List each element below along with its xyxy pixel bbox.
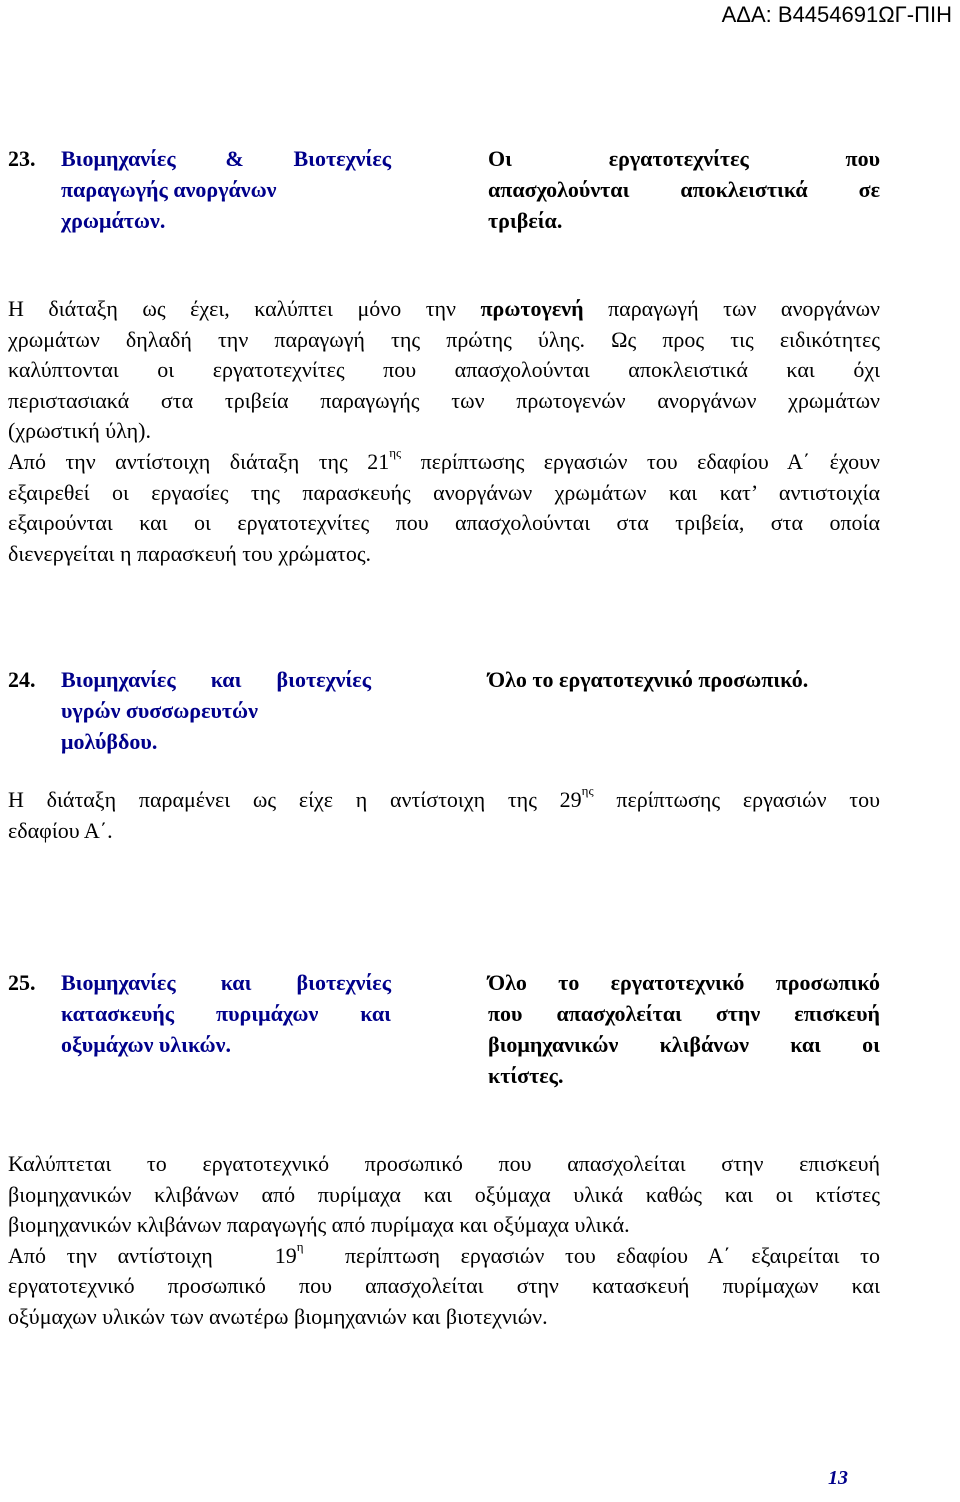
section-workers — [488, 143, 880, 236]
section-title — [61, 664, 371, 757]
section-workers — [488, 967, 880, 1091]
body-line: εξαιρούνται και οι εργατοτεχνίτες που απασχολούνται στα τριβεία, στα οποία — [8, 510, 880, 536]
page-number: 13 — [828, 1467, 848, 1489]
title-line: οξυμάχων υλικών. — [61, 1032, 231, 1057]
section-number: 25. — [8, 970, 36, 995]
body-line: Από την αντίστοιχη διάταξη της $21^{\eta\varsigma}$ περίπτωσης εργασιών του εδαφίου Α΄ έχουν — [8, 444, 880, 474]
workers-line: κτίστες. — [488, 1063, 564, 1088]
title-line: Βιομηχανίες και βιοτεχνίες — [61, 667, 371, 692]
section-workers — [488, 664, 880, 695]
section-24-body — [8, 785, 880, 846]
title-line: παραγωγής ανοργάνων — [61, 177, 277, 202]
workers-line: που απασχολείται στην επισκευή — [488, 1001, 880, 1026]
body-line: καλύπτονται οι εργατοτεχνίτες που απασχολούνται αποκλειστικά και όχι — [8, 357, 880, 383]
body-line: (χρωστική ύλη). — [8, 418, 151, 444]
workers-line: Οι εργατοτεχνίτες που — [488, 146, 880, 171]
section-25-body — [8, 1149, 880, 1333]
body-line: Καλύπτεται το εργατοτεχνικό προσωπικό που απασχολείται στην επισκευή — [8, 1151, 880, 1176]
title-line: μολύβδου. — [61, 729, 158, 754]
body-line: εξαιρεθεί οι εργασίες της παρασκευής ανοργάνων χρωμάτων και κατ’ αντιστοιχία — [8, 479, 880, 505]
section-23-body — [8, 294, 880, 569]
workers-line: τριβεία. — [488, 208, 563, 233]
workers-line: Όλο το εργατοτεχνικό προσωπικό — [488, 970, 880, 995]
section-24-heading — [8, 664, 880, 759]
section-25-heading — [8, 967, 880, 1093]
body-line: χρωμάτων δηλαδή την παραγωγή της πρώτης ύλης. Ως προς τις ειδικότητες — [8, 326, 880, 352]
superscript: ης — [389, 444, 402, 460]
workers-line: απασχολούνται αποκλειστικά σε — [488, 177, 880, 202]
section-title — [61, 143, 391, 236]
ada-header: ΑΔΑ: Β4454691ΩΓ-ΠΙΗ — [721, 2, 952, 27]
body-line: Η διάταξη παραμένει ως είχε η αντίστοιχη της $29^{\eta\varsigma}$ περίπτωσης εργασιών του — [8, 783, 880, 812]
body-line: οξύμαχων υλικών των ανωτέρω βιομηχανιών και βιοτεχνιών. — [8, 1303, 548, 1329]
section-number: 23. — [8, 146, 36, 171]
title-line: χρωμάτων. — [61, 208, 166, 233]
title-line: Βιομηχανίες και βιοτεχνίες — [61, 970, 391, 995]
workers-line: βιομηχανικών κλιβάνων και οι — [488, 1032, 880, 1057]
superscript: ης — [581, 783, 594, 798]
body-line: διενεργείται η παρασκευή του χρώματος. — [8, 540, 372, 566]
body-line: Από την αντίστοιχη $19^\eta$ περίπτωση εργασιών του εδαφίου Α΄ εξαιρείται το — [8, 1238, 880, 1268]
body-line: εδαφίου Α΄. — [8, 817, 113, 843]
section-title — [61, 967, 391, 1060]
section-23-heading — [8, 143, 880, 238]
superscript: η — [296, 1238, 304, 1254]
body-line: βιομηχανικών κλιβάνων παραγωγής από πυρίμαχα και οξύμαχα υλικά. — [8, 1212, 630, 1238]
title-line: υγρών συσσωρευτών — [61, 698, 258, 723]
body-line: Η διάταξη ως έχει, καλύπτει μόνο την πρωτογενή παραγωγή των ανοργάνων — [8, 296, 880, 321]
body-line: περιστασιακά στα τριβεία παραγωγής των πρωτογενών ανοργάνων χρωμάτων — [8, 387, 880, 413]
title-line: κατασκευής πυριμάχων και — [61, 1001, 391, 1026]
section-number: 24. — [8, 667, 36, 692]
body-line: εργατοτεχνικό προσωπικό που απασχολείται στην κατασκευή πυρίμαχων και — [8, 1273, 880, 1299]
workers-line: Όλο το εργατοτεχνικό προσωπικό. — [488, 667, 809, 692]
body-line: βιομηχανικών κλιβάνων από πυρίμαχα και οξύμαχα υλικά καθώς και οι κτίστες — [8, 1181, 880, 1207]
title-line: Βιομηχανίες & Βιοτεχνίες — [61, 146, 391, 171]
